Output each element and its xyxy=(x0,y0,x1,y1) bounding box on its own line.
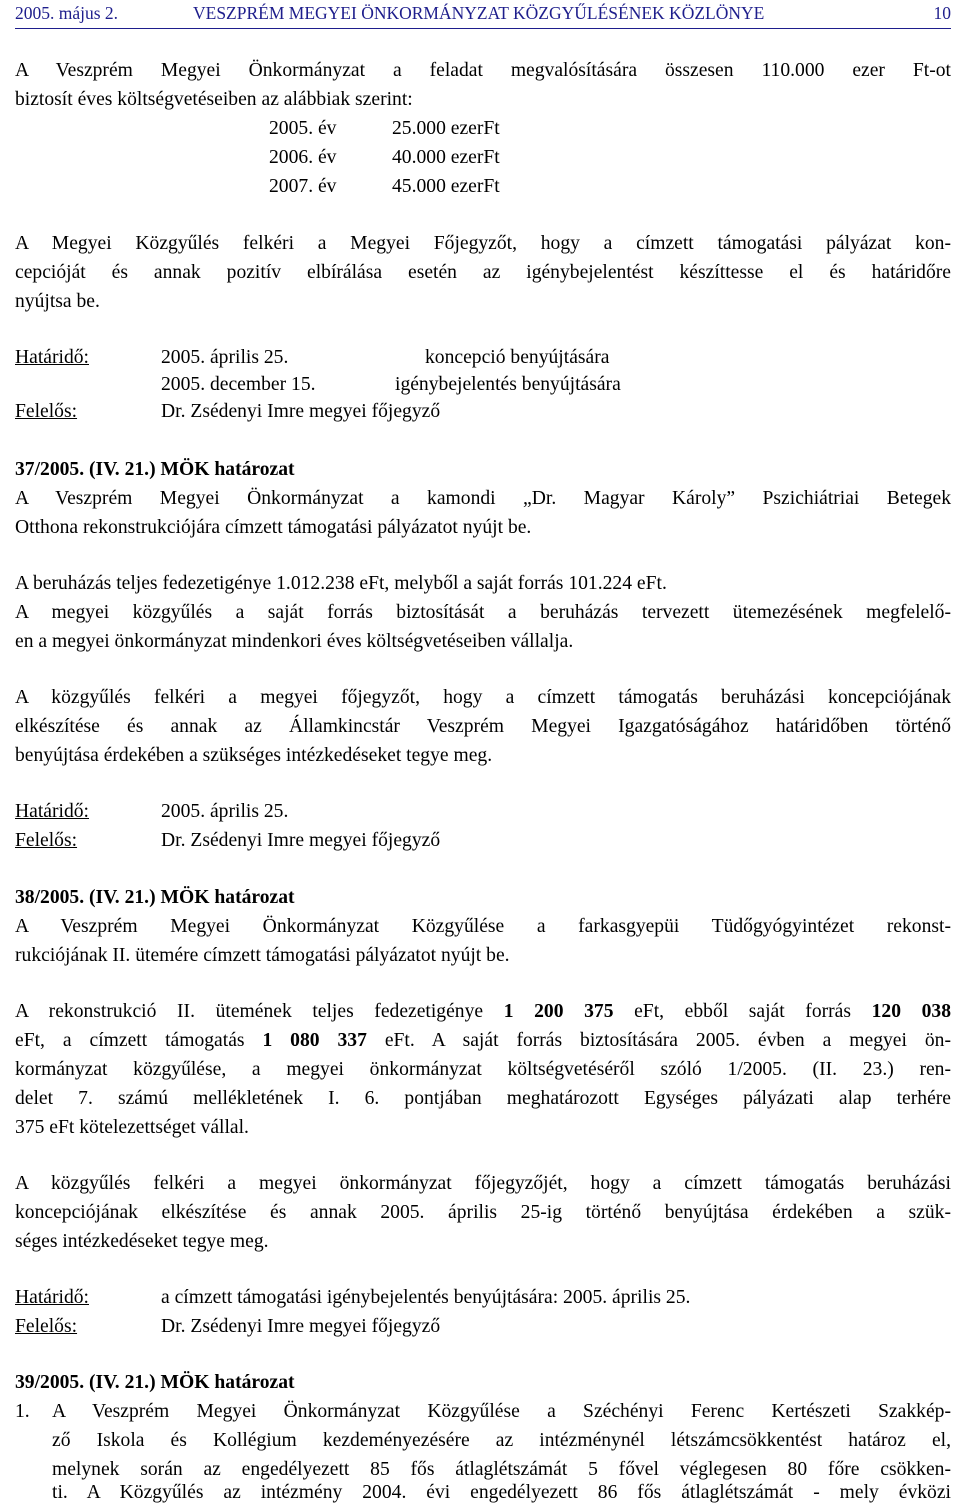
res38-p2-line-2: eFt, a címzett támogatás 1 080 337 eFt. A saját forrás biztosítására 2005. évben a megyei ön- xyxy=(15,1030,951,1051)
res39-line-3: melynek során az engedélyezett 85 fős átlaglétszámát 5 fővel véglegesen 80 főre csökken- xyxy=(52,1459,951,1480)
resolution-39-title: 39/2005. (IV. 21.) MÖK határozat xyxy=(15,1372,295,1393)
request-line-3: nyújtsa be. xyxy=(15,291,100,312)
res38-responsible-person: Dr. Zsédenyi Imre megyei főjegyző xyxy=(161,1316,441,1337)
res37-deadline-label: Határidő: xyxy=(15,801,89,822)
res38-deadline-label: Határidő: xyxy=(15,1287,89,1308)
deadline-date-2: 2005. december 15. xyxy=(161,374,316,395)
res38-line-2: rukciójának II. ütemére címzett támogatási pályázatot nyújt be. xyxy=(15,945,510,966)
res38-deadline-text: a címzett támogatási igénybejelentés benyújtására: 2005. április 25. xyxy=(161,1287,691,1308)
res37-p2-line-3: benyújtása érdekében a szükséges intézkedéseket tegye meg. xyxy=(15,745,493,766)
budget-amount-2006: 40.000 ezerFt xyxy=(392,147,500,168)
request-line-1: A Megyei Közgyűlés felkéri a Megyei Főjegyzőt, hogy a címzett támogatási pályázat kon- xyxy=(15,233,951,254)
res37-p2-line-1: A közgyűlés felkéri a megyei főjegyzőt, hogy a címzett támogatás beruházási koncepciójának xyxy=(15,687,951,708)
res38-p3-line-2: koncepciójának elkészítése és annak 2005. április 25-ig történő benyújtása érdekében a szük- xyxy=(15,1202,951,1223)
res37-line-1: A Veszprém Megyei Önkormányzat a kamondi „Dr. Magyar Károly” Pszichiátriai Betegek xyxy=(15,488,951,509)
res38-p2-line-5: 375 eFt kötelezettséget vállal. xyxy=(15,1117,249,1138)
budget-year-2007: 2007. év xyxy=(269,176,337,197)
res38-responsible-label: Felelős: xyxy=(15,1316,78,1337)
res38-p2-line-1: A rekonstrukció II. ütemének teljes fedezetigénye 1 200 375 eFt, ebből saját forrás 120 038 xyxy=(15,1001,951,1022)
res38-p3-line-3: séges intézkedéseket tegye meg. xyxy=(15,1231,269,1252)
intro-line-1: A Veszprém Megyei Önkormányzat a feladat megvalósítására összesen 110.000 ezer Ft-ot xyxy=(15,60,951,81)
request-line-2: cepcióját és annak pozitív elbírálása esetén az igénybejelentést készíttesse el és határidőre xyxy=(15,262,951,283)
res38-p2-line-3: kormányzat közgyűlése, a megyei önkormányzat költségvetéséről szóló 1/2005. (II. 23.) ren- xyxy=(15,1059,951,1080)
res39-item-number: 1. xyxy=(15,1401,30,1422)
deadline-label: Határidő: xyxy=(15,347,89,368)
budget-year-2005: 2005. év xyxy=(269,118,337,139)
res38-p3-line-1: A közgyűlés felkéri a megyei önkormányzat főjegyzőjét, hogy a címzett támogatás beruházási xyxy=(15,1173,951,1194)
budget-amount-2005: 25.000 ezerFt xyxy=(392,118,500,139)
resolution-38-title: 38/2005. (IV. 21.) MÖK határozat xyxy=(15,887,295,908)
budget-year-2006: 2006. év xyxy=(269,147,337,168)
deadline-task-1: koncepció benyújtására xyxy=(425,347,610,368)
res37-responsible-label: Felelős: xyxy=(15,830,78,851)
header-page-number: 10 xyxy=(933,3,951,23)
res38-p2-line-4: delet 7. számú mellékletének I. 6. pontjában meghatározott Egységes pályázati alap terhére xyxy=(15,1088,951,1109)
header-date: 2005. május 2. xyxy=(15,3,119,23)
responsible-person: Dr. Zsédenyi Imre megyei főjegyző xyxy=(161,401,441,422)
res38-line-1: A Veszprém Megyei Önkormányzat Közgyűlése a farkasgyepüi Tüdőgyógyintézet rekonst- xyxy=(15,916,951,937)
page-header xyxy=(15,3,951,29)
header-rule xyxy=(15,28,951,29)
resolution-37-title: 37/2005. (IV. 21.) MÖK határozat xyxy=(15,459,295,480)
res39-line-2: ző Iskola és Kollégium kezdeményezésére az intézménynél létszámcsökkentést határoz el, xyxy=(52,1430,951,1451)
intro-line-2: biztosít éves költségvetéseiben az alábbiak szerint: xyxy=(15,89,413,110)
res37-line-4: A megyei közgyűlés a saját forrás biztosítását a beruházás tervezett ütemezésének megfelelő- xyxy=(15,602,951,623)
res37-deadline-date: 2005. április 25. xyxy=(161,801,289,822)
deadline-task-2: igénybejelentés benyújtására xyxy=(395,374,621,395)
res37-line-2: Otthona rekonstrukciójára címzett támogatási pályázatot nyújt be. xyxy=(15,517,532,538)
res39-line-4: ti. A Közgyűlés az intézmény 2004. évi engedélyezett 86 fős átlaglétszámát - mely évközi xyxy=(52,1482,951,1503)
responsible-label: Felelős: xyxy=(15,401,78,422)
deadline-date-1: 2005. április 25. xyxy=(161,347,289,368)
res39-line-1: A Veszprém Megyei Önkormányzat Közgyűlése a Széchényi Ferenc Kertészeti Szakkép- xyxy=(52,1401,951,1422)
header-title: VESZPRÉM MEGYEI ÖNKORMÁNYZAT KÖZGYŰLÉSÉNEK KÖZLÖNYE xyxy=(193,3,765,23)
res37-p2-line-2: elkészítése és annak az Államkincstár Veszprém Megyei Igazgatóságához határidőben történő xyxy=(15,716,951,737)
res37-responsible-person: Dr. Zsédenyi Imre megyei főjegyző xyxy=(161,830,441,851)
budget-amount-2007: 45.000 ezerFt xyxy=(392,176,500,197)
res37-line-5: en a megyei önkormányzat mindenkori éves költségvetéseiben vállalja. xyxy=(15,631,574,652)
res37-line-3: A beruházás teljes fedezetigénye 1.012.238 eFt, melyből a saját forrás 101.224 eFt. xyxy=(15,573,667,594)
